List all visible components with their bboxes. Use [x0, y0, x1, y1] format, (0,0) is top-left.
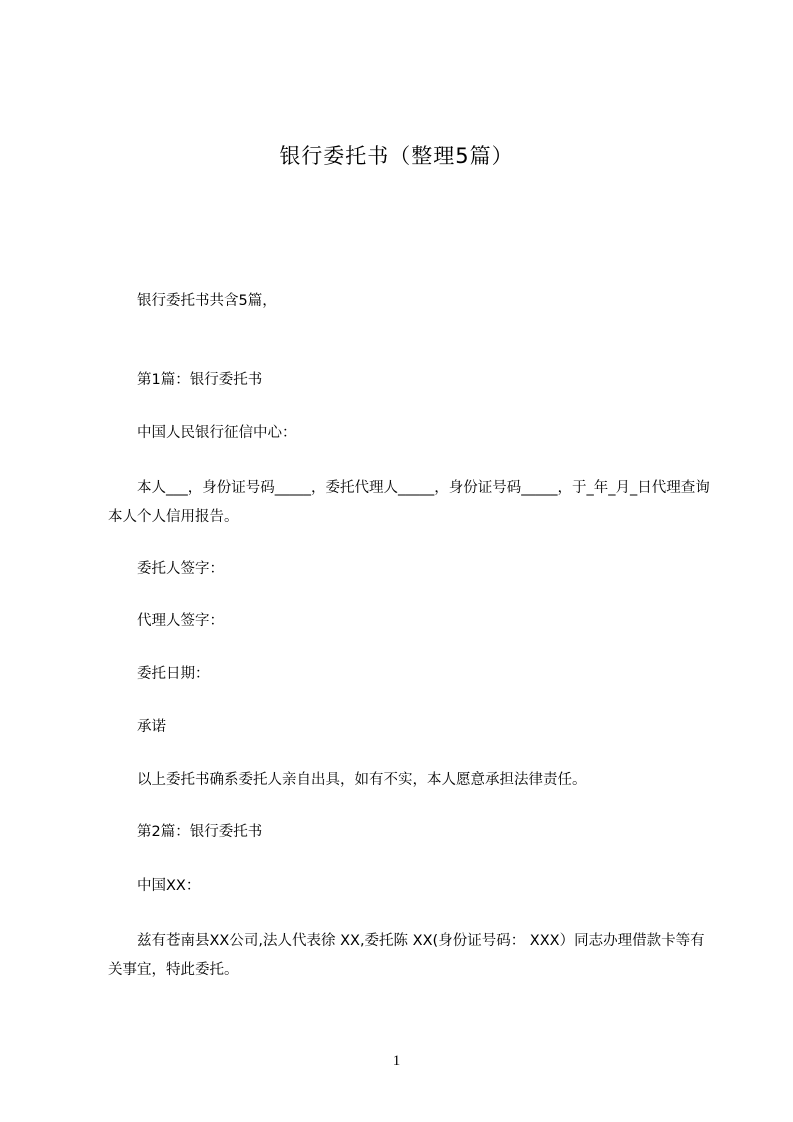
pledge-paragraph: 以上委托书确系委托人亲自出具，如有不实，本人愿意承担法律责任。: [137, 772, 587, 788]
agent-signature-line: 代理人签字：: [137, 613, 224, 629]
addressee-1: 中国人民银行征信中心：: [137, 425, 297, 441]
section-heading-1: 第1篇：银行委托书: [137, 372, 263, 388]
authorization-paragraph-1: 本人___，身份证号码_____，委托代理人_____，身份证号码_____，于_年_月_日代理查询本人个人信用报告。: [108, 480, 710, 525]
pledge-heading: 承诺: [137, 719, 166, 735]
principal-signature-line: 委托人签字：: [137, 561, 224, 577]
document-title: 银行委托书（整理5篇）: [279, 144, 514, 168]
intro-paragraph: 银行委托书共含5篇，: [137, 293, 277, 309]
section-heading-2: 第2篇：银行委托书: [137, 824, 263, 840]
authorization-paragraph-2: 兹有苍南县XX公司,法人代表徐 XX,委托陈 XX(身份证号码： XXX）同志办理借款卡等有关事宜，特此委托。: [108, 933, 705, 978]
authorization-date-line: 委托日期：: [137, 666, 210, 682]
addressee-2: 中国XX：: [137, 878, 201, 894]
page-number: 1: [392, 1053, 401, 1069]
